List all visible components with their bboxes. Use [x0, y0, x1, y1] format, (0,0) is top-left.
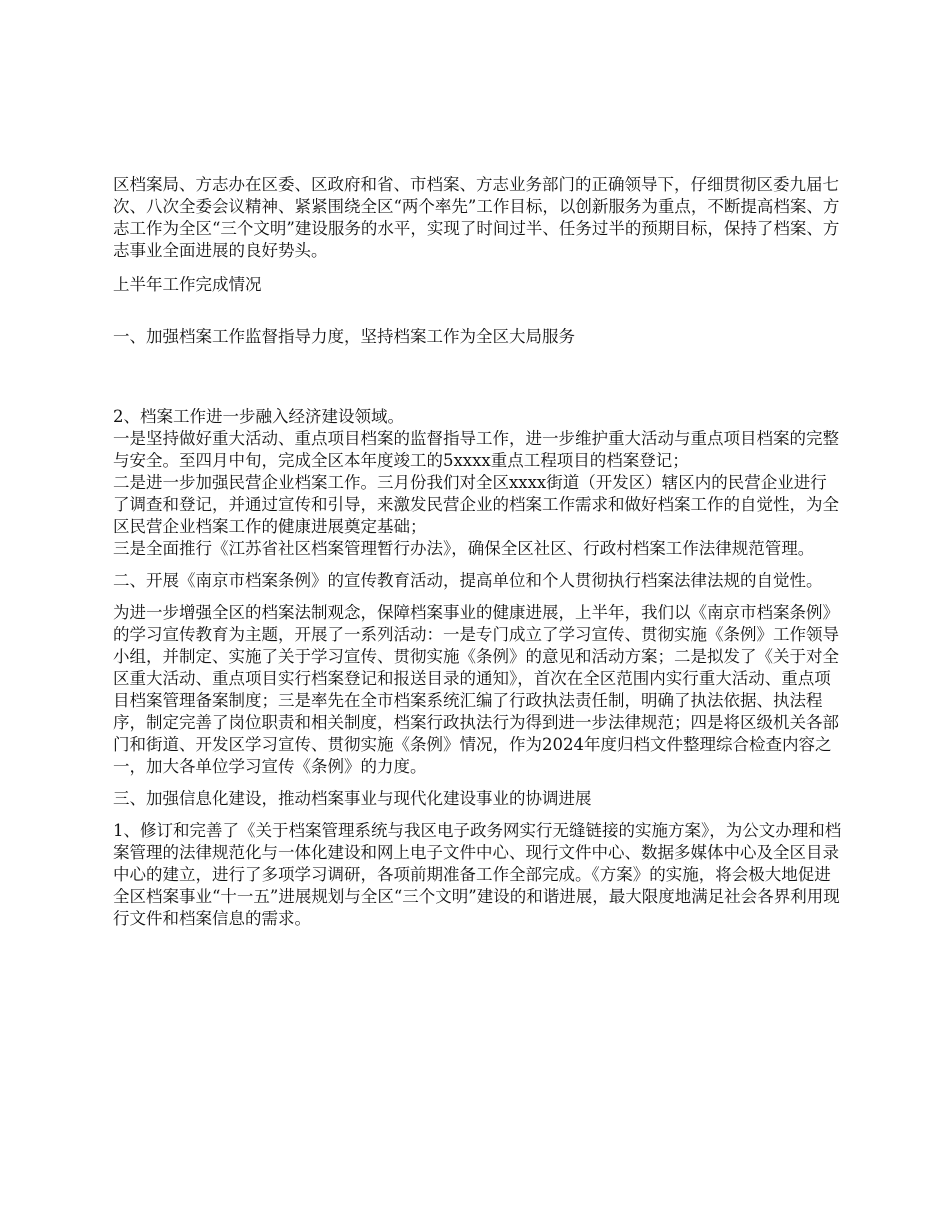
section-3-paragraph: 1、修订和完善了《关于档案管理系统与我区电子政务网实行无缝链接的实施方案》，为公文办理和档案管理的法律规范化与一体化建设和网上电子文件中心、现行文件中心、数据多媒体中心及全区目录中心的建立，进行了多项学习调研，各项前期准备工作全部完成。《方案》的实施，将会极大地促进全区档案事业“十一五”进展规划与全区“三个文明”建设的和谐进展，最大限度地满足社会各界利用现行文件和档案信息的需求。	[113, 821, 842, 928]
item-2-point-a: 一是坚持做好重大活动、重点项目档案的监督指导工作，进一步维护重大活动与重点项目档案的完整与安全。至四月中旬，完成全区本年度竣工的5xxxx重点工程项目的档案登记；	[113, 429, 839, 470]
section-summary-heading: 上半年工作完成情况	[113, 275, 262, 294]
section-1-heading: 一、加强档案工作监督指导力度，坚持档案工作为全区大局服务	[113, 327, 575, 346]
section-3-heading: 三、加强信息化建设，推动档案事业与现代化建设事业的协调进展	[113, 789, 592, 808]
item-2-point-b: 二是进一步加强民营企业档案工作。三月份我们对全区xxxx街道（开发区）辖区内的民营企业进行了调查和登记，并通过宣传和引导，来激发民营企业的档案工作需求和做好档案工作的自觉性，为全区民营企业档案工作的健康进展奠定基础；	[113, 473, 839, 536]
document-body	[113, 174, 843, 930]
section-2-paragraph: 为进一步增强全区的档案法制观念，保障档案事业的健康进展，上半年，我们以《南京市档案条例》的学习宣传教育为主题，开展了一系列活动：一是专门成立了学习宣传、贯彻实施《条例》工作领导小组，并制定、实施了关于学习宣传、贯彻实施《条例》的意见和活动方案；二是拟发了《关于对全区重大活动、重点项目实行档案登记和报送目录的通知》，首次在全区范围内实行重大活动、重点项目档案管理备案制度；三是率先在全市档案系统汇编了行政执法责任制，明确了执法依据、执法程序，制定完善了岗位职责和相关制度，档案行政执法行为得到进一步法律规范；四是将区级机关各部门和街道、开发区学习宣传、贯彻实施《条例》情况，作为2024年度归档文件整理综合检查内容之一，加大各单位学习宣传《条例》的力度。	[113, 603, 839, 776]
section-2-heading: 二、开展《南京市档案条例》的宣传教育活动，提高单位和个人贯彻执行档案法律法规的自觉性。	[113, 571, 823, 590]
item-2-point-c: 三是全面推行《江苏省社区档案管理暂行办法》，确保全区社区、行政村档案工作法律规范管理。	[113, 539, 815, 558]
intro-paragraph: 区档案局、方志办在区委、区政府和省、市档案、方志业务部门的正确领导下，仔细贯彻区委九届七次、八次全委会议精神、紧紧围绕全区“两个率先”工作目标，以创新服务为重点，不断提高档案、方志工作为全区“三个文明”建设服务的水平，实现了时间过半、任务过半的预期目标，保持了档案、方志事业全面进展的良好势头。	[113, 175, 840, 260]
item-2-title: 2、档案工作进一步融入经济建设领域。	[113, 407, 404, 426]
